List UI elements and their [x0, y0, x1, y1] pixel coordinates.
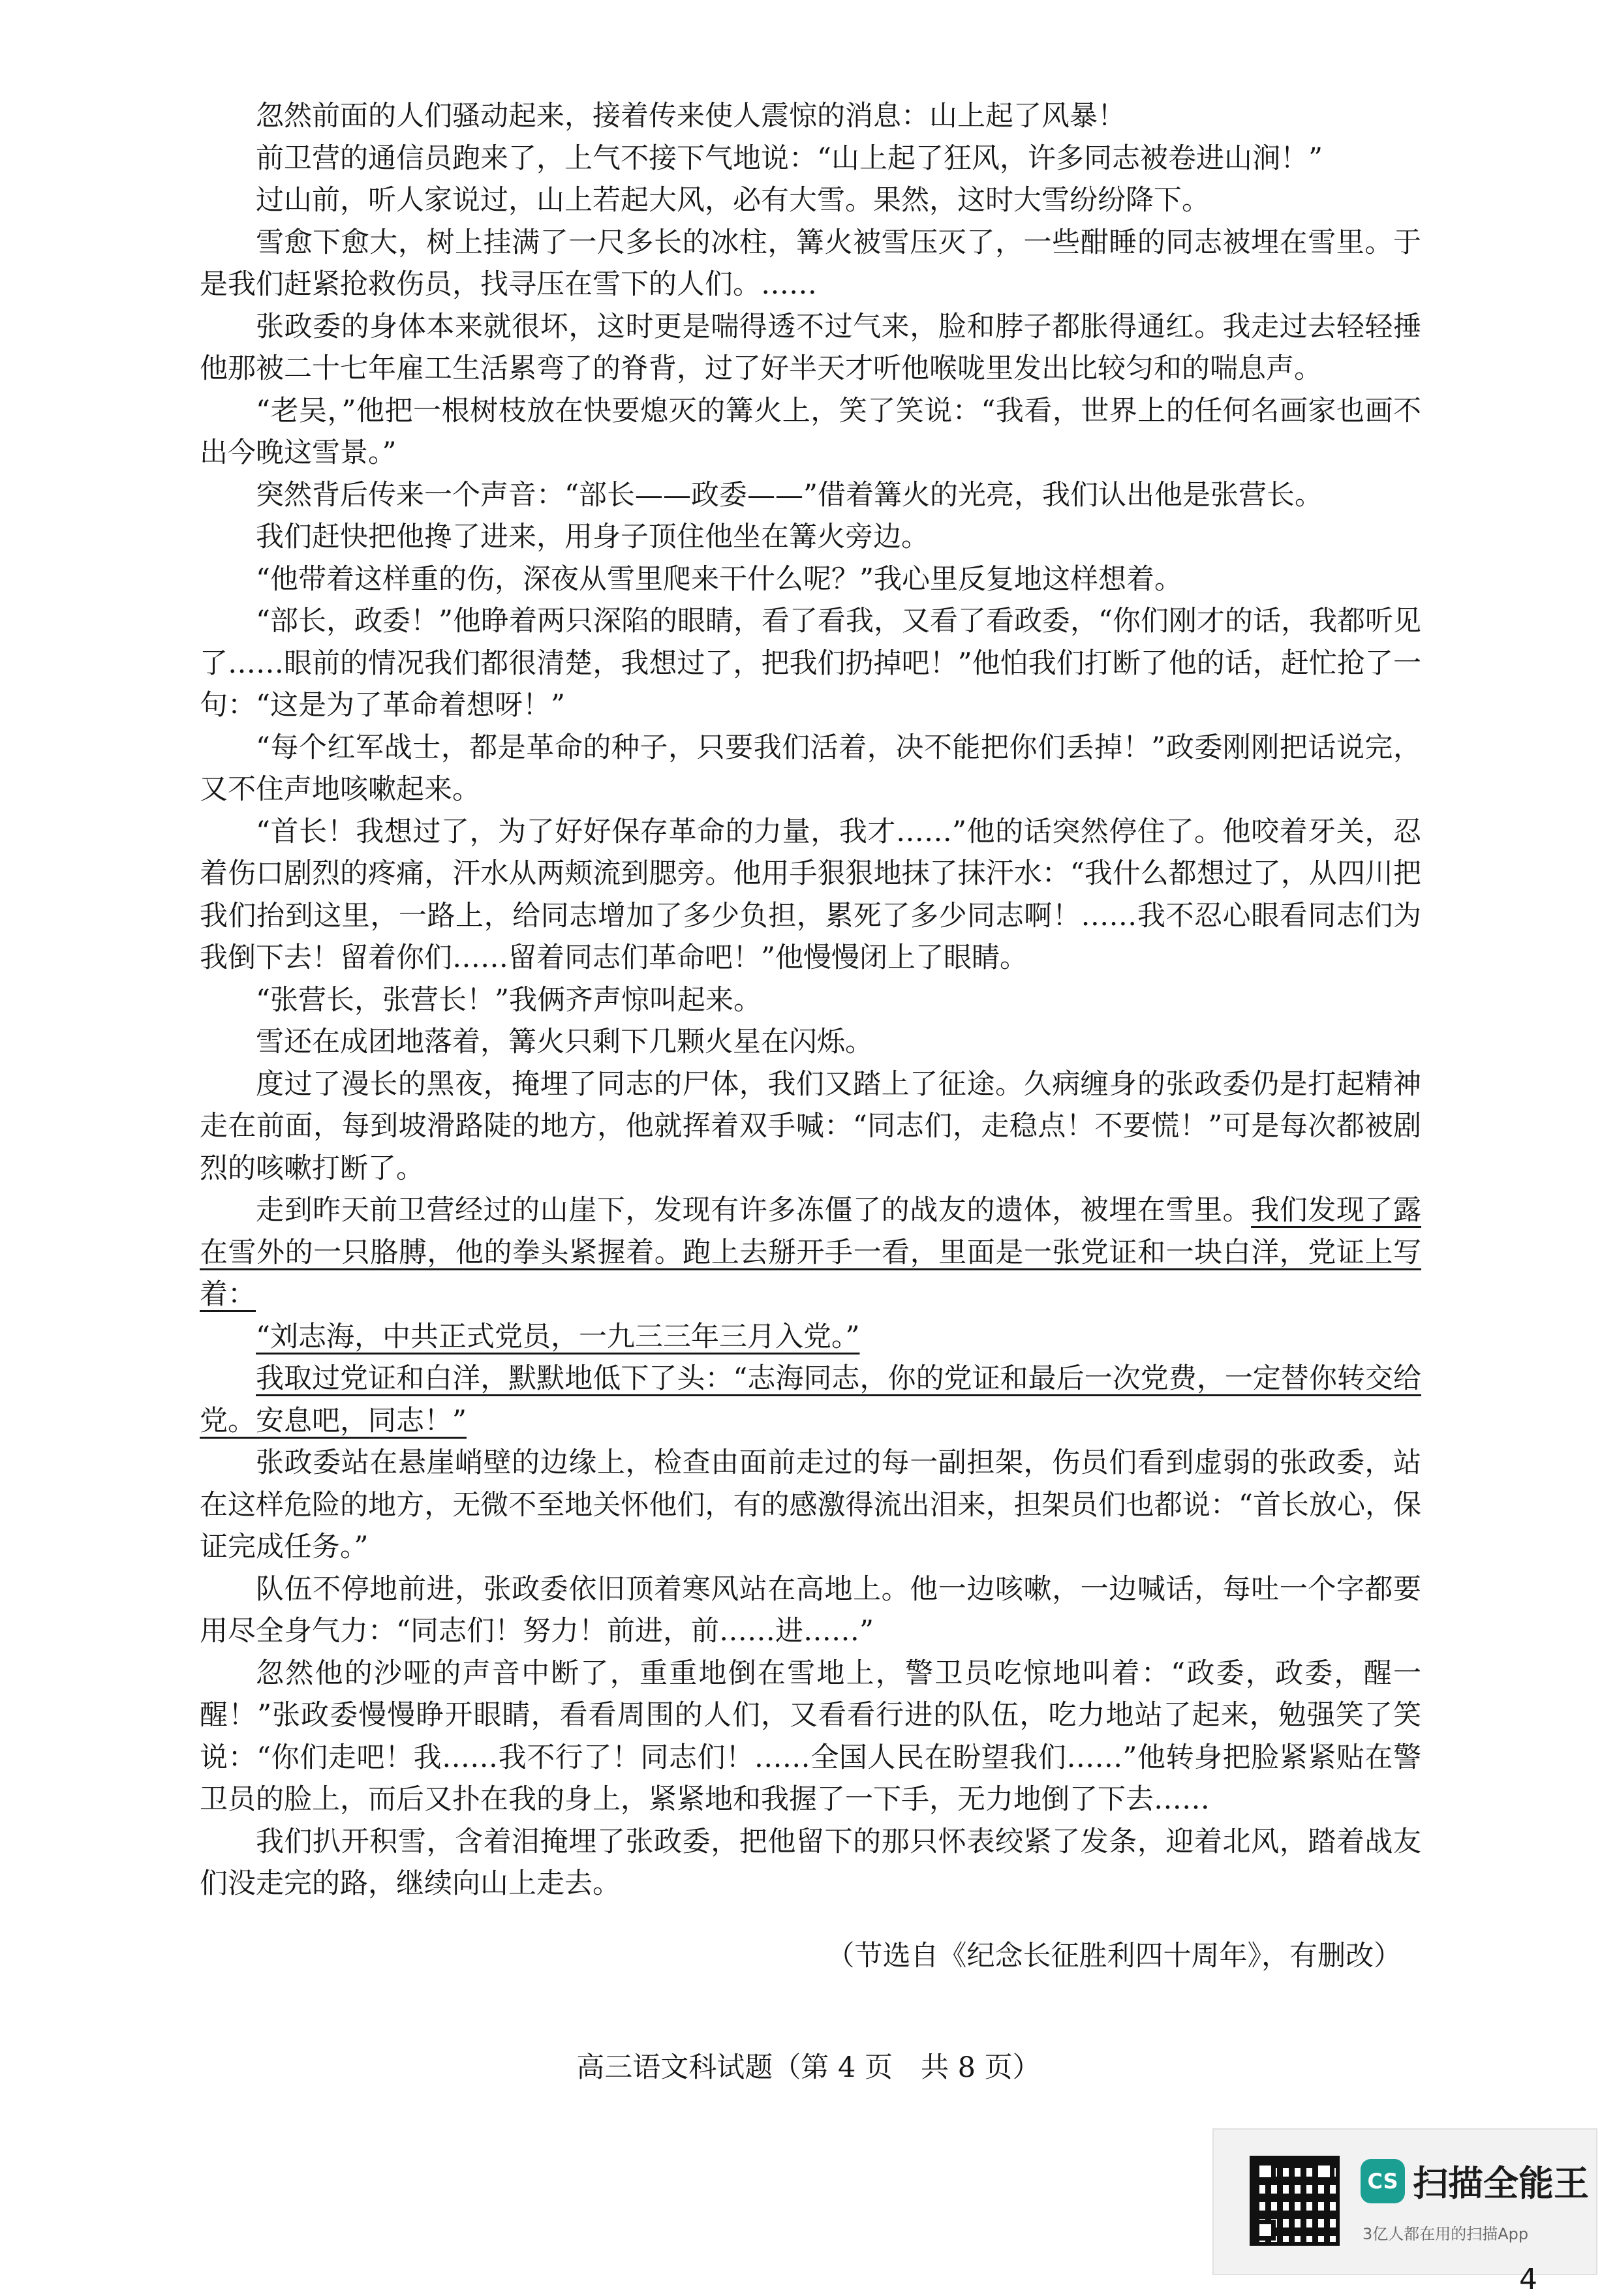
paragraph: “每个红军战士，都是革命的种子，只要我们活着，决不能把你们丢掉！”政委刚刚把话说完，又不住声地咳嗽起来。	[200, 731, 1421, 806]
paragraph: “他带着这样重的伤，深夜从雪里爬来干什么呢？”我心里反复地这样想着。	[256, 562, 1182, 596]
scanner-logo-icon: CS	[1361, 2159, 1405, 2203]
article-body	[200, 95, 1421, 1905]
source-note: （节选自《纪念长征胜利四十周年》，有删改）	[826, 1940, 1402, 1972]
qr-code-icon	[1250, 2156, 1340, 2246]
paragraph: 雪愈下愈大，树上挂满了一尺多长的冰柱，篝火被雪压灭了，一些酣睡的同志被埋在雪里。于是我们赶紧抢救伤员，找寻压在雪下的人们。……	[200, 226, 1421, 301]
paragraph: 雪还在成团地落着，篝火只剩下几颗火星在闪烁。	[256, 1026, 873, 1058]
paragraph: “张营长，张营长！”我俩齐声惊叫起来。	[256, 983, 762, 1017]
scanner-tagline: 3亿人都在用的扫描App	[1363, 2225, 1529, 2243]
paragraph: 队伍不停地前进，张政委依旧顶着寒风站在高地上。他一边咳嗽，一边喊话，每吐一个字都要用尽全身气力：“同志们！努力！前进，前……进……”	[200, 1572, 1421, 1647]
paragraph: 张政委站在悬崖峭壁的边缘上，检查由面前走过的每一副担架，伤员们看到虚弱的张政委，站在这样危险的地方，无微不至地关怀他们，有的感激得流出泪来，担架员们也都说：“首长放心，保证完成任务。”	[200, 1446, 1421, 1563]
paragraph: “首长！我想过了，为了好好保存革命的力量，我才……”他的话突然停住了。他咬着牙关，忍着伤口剧烈的疼痛，汗水从两颊流到腮旁。他用手狠狠地抹了抹汗水：“我什么都想过了，从四川把我们抬到这里，一路上，给同志增加了多少负担，累死了多少同志啊！……我不忍心眼看同志们为我倒下去！留着你们……留着同志们革命吧！”他慢慢闭上了眼睛。	[200, 815, 1421, 974]
paragraph	[200, 1316, 1421, 1358]
page-footer: 高三语文科试题（第 4 页 共 8 页）	[576, 2051, 1041, 2084]
paragraph: 忽然他的沙哑的声音中断了，重重地倒在雪地上，警卫员吃惊地叫着：“政委，政委，醒一醒！”张政委慢慢睁开眼睛，看看周围的人们，又看看行进的队伍，吃力地站了起来，勉强笑了笑说：“你们走吧！我……我不行了！同志们！……全国人民在盼望我们……”他转身把脸紧紧贴在警卫员的脸上，而后又扑在我的身上，紧紧地和我握了一下手，无力地倒了下去……	[200, 1657, 1421, 1816]
paragraph: 过山前，听人家说过，山上若起大风，必有大雪。果然，这时大雪纷纷降下。	[256, 184, 1210, 217]
paragraph: 忽然前面的人们骚动起来，接着传来使人震惊的消息：山上起了风暴！	[256, 100, 1126, 132]
paragraph: 走到昨天前卫营经过的山崖下，发现有许多冻僵了的战友的遗体，被埋在雪里。我们发现了露在雪外的一只胳膊，他的拳头紧握着。跑上去掰开手一看，里面是一张党证和一块白洋，党证上写着：	[200, 1194, 1421, 1311]
corner-page-number: 4	[1519, 2263, 1537, 2296]
paragraph: 我们赶快把他搀了进来，用身子顶住他坐在篝火旁边。	[256, 521, 929, 553]
paragraph: “部长，政委！”他睁着两只深陷的眼睛，看了看我，又看了看政委，“你们刚才的话，我都听见了……眼前的情况我们都很清楚，我想过了，把我们扔掉吧！”他怕我们打断了他的话，赶忙抢了一句：“这是为了革命着想呀！”	[200, 605, 1421, 722]
scanner-watermark-badge	[1212, 2128, 1597, 2275]
paragraph: 突然背后传来一个声音：“部长——政委——”借着篝火的光亮，我们认出他是张营长。	[256, 478, 1323, 512]
underlined-passage: “刘志海，中共正式党员，一九三三年三月入党。”	[256, 1320, 860, 1353]
paragraph: 前卫营的通信员跑来了，上气不接下气地说：“山上起了狂风，许多同志被卷进山涧！”	[256, 142, 1323, 175]
paragraph: 度过了漫长的黑夜，掩埋了同志的尸体，我们又踏上了征途。久病缠身的张政委仍是打起精神走在前面，每到坡滑路陡的地方，他就挥着双手喊：“同志们，走稳点！不要慌！”可是每次都被剧烈的咳嗽打断了。	[200, 1067, 1421, 1185]
paragraph: 张政委的身体本来就很坏，这时更是喘得透不过气来，脸和脖子都胀得通红。我走过去轻轻捶他那被二十七年雇工生活累弯了的脊背，过了好半天才听他喉咙里发出比较匀和的喘息声。	[200, 310, 1421, 385]
underlined-passage: 我们发现了露在雪外的一只胳膊，他的拳头紧握着。跑上去掰开手一看，里面是一张党证和一块白洋，党证上写着：	[200, 1194, 1421, 1311]
paragraph: 我们扒开积雪，含着泪掩埋了张政委，把他留下的那只怀表绞紧了发条，迎着北风，踏着战友们没走完的路，继续向山上走去。	[200, 1825, 1421, 1900]
scanner-brand-name: 扫描全能王	[1413, 2163, 1589, 2204]
paragraph: “老吴，”他把一根树枝放在快要熄灭的篝火上，笑了笑说：“我看，世界上的任何名画家也画不出今晚这雪景。”	[200, 394, 1421, 469]
underlined-passage: 我取过党证和白洋，默默地低下了头：“志海同志，你的党证和最后一次党费，一定替你转交给党。安息吧，同志！”	[200, 1362, 1421, 1437]
paragraph	[200, 1358, 1421, 1442]
